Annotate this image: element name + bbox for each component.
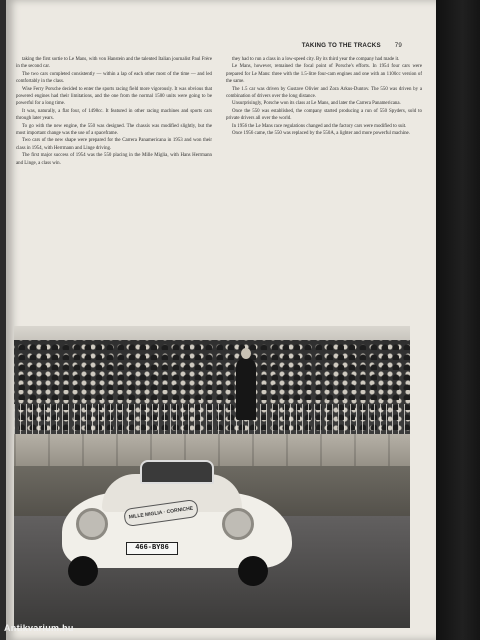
paragraph: The two cars completed consistently — within a lap of each other most of the time — and led comfortably in the class. [16,71,212,85]
headlight-left [76,508,108,540]
watermark: Antikvarium.hu [4,623,74,633]
paragraph: The first major success of 1954 was the 550 placing in the Mille Miglia, with Hans Herrmann and Linge, a class win. [16,153,212,166]
car-windscreen [140,460,214,484]
paragraph: taking the first sortie to Le Mans, with von Hanstein and the talented Italian journalist Paul Frère in the second car. [16,57,212,70]
front-wheel-left [68,556,98,586]
right-text-column [226,56,422,276]
paragraph: they had to run a class in a low-speed city. By its third year the company had made it. [232,57,400,62]
paragraph: In 1956 the Le Mans race regulations changed and the factory cars were modified to suit. [232,123,407,129]
paragraph: Once the 550 was established, the company started producing a run of 550 Spyders, sold to private drivers all over the world. [226,108,422,122]
paragraph: Le Mans, however, remained the focal point of Porsche's efforts. In 1954 four cars were prepared for Le Mans: three with the 1.5-litre four-cam engines and one with an 1100cc version of the same. [226,64,422,85]
paragraph: To go with the new engine, the 550 was designed. The chassis was modified slightly, but the most important change was the use of a spaceframe. [16,123,212,137]
book-page [6,0,436,640]
paragraph: Unsurprisingly, Porsche won its class at Le Mans, and later the Carrera Panamericana. [232,101,401,107]
book-edge [436,0,480,640]
left-text-column [16,56,212,318]
paragraph: It was, naturally, a flat four, of 1498cc. It featured in other racing machines and sports cars through later years. [16,108,212,122]
paragraph: Two cars of the new shape were prepared for the Carrera Panamericana in 1953 and won their class in 1954, with Herrmann and Linge driving. [16,138,212,151]
rally-badge: MILLE MIGLIA · CORNICHE [123,499,199,527]
porsche-race-car [62,456,292,586]
front-wheel-right [238,556,268,586]
page-number: 79 [394,42,402,49]
running-header [302,42,402,49]
standing-official [236,358,256,420]
headlight-right [222,508,254,540]
paragraph: Wise Ferry Porsche decided to enter the sports racing field more vigorously. It was obvious that powered engines had their limitations, and the one from the normal 1500 units were going to be powerful for a long time. [16,86,212,107]
license-plate: 466-BY86 [126,542,178,555]
paragraph: The 1.5 car was driven by Gustave Olivier and Zora Arkus-Duntov. The 550 was driven by a combination of drivers over the long distance. [226,86,422,100]
paragraph: Once 1956 came, the 550 was replaced by the 550A, a lighter and more powerful machine. [232,131,410,137]
race-photo [14,326,410,628]
section-title: TAKING TO THE TRACKS [301,42,381,49]
